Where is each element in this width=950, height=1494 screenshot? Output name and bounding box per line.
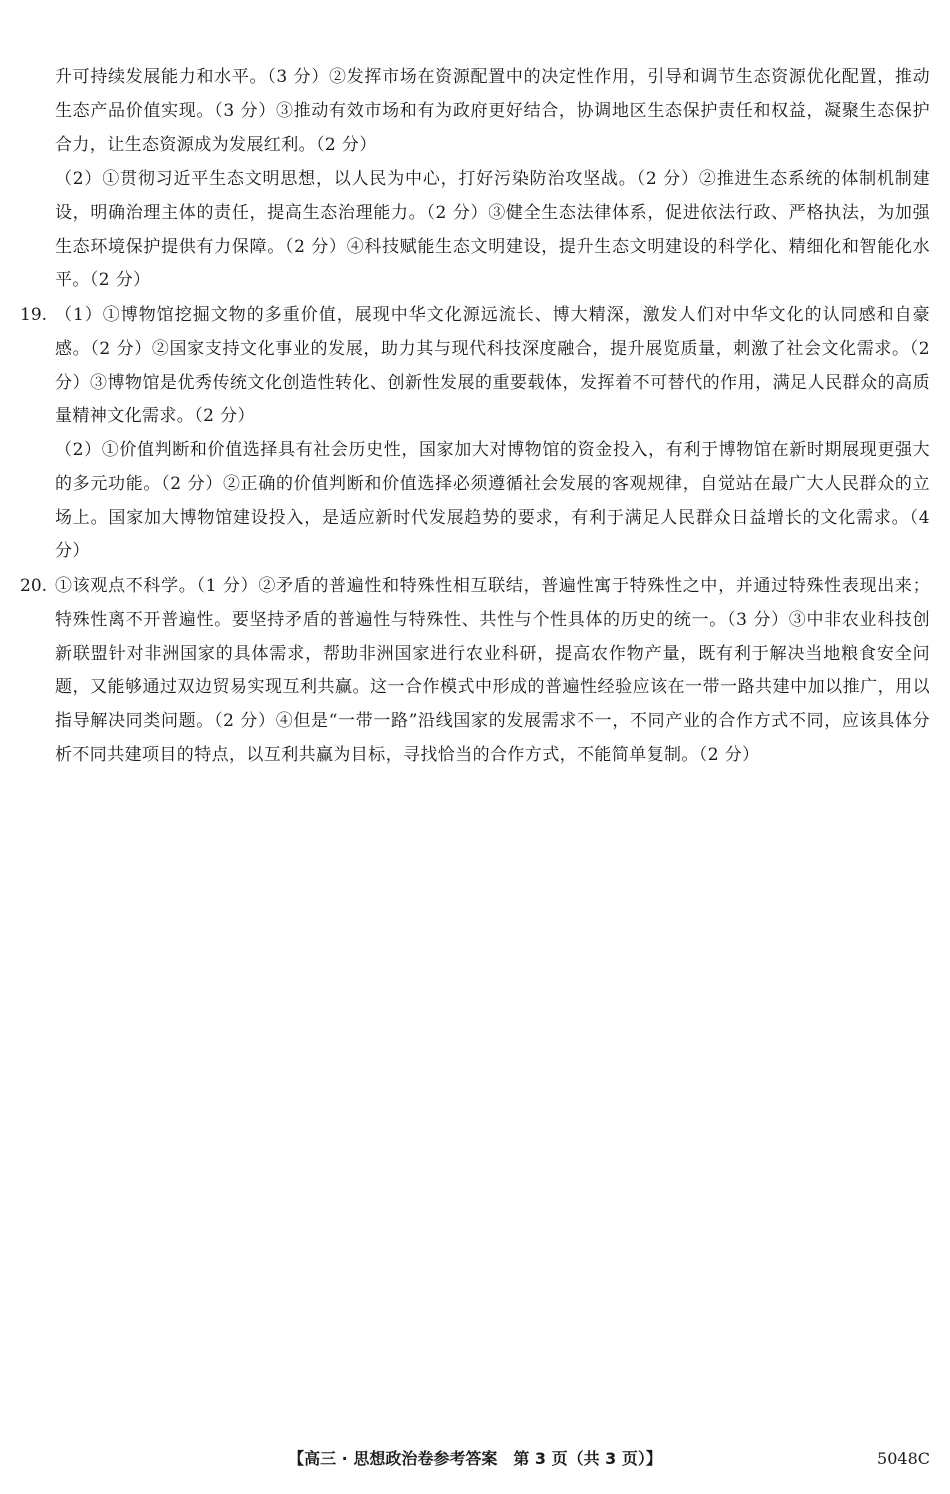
page-footer-title: 【高三 · 思想政治卷参考答案 第 3 页（共 3 页）】	[288, 1449, 662, 1468]
q19-part2: （2）①价值判断和价值选择具有社会历史性，国家加大对博物馆的资金投入，有利于博物馆在新时期展现更强大的多元功能。（2 分）②正确的价值判断和价值选择必须遵循社会发展的客观规律，自觉站在最广大人民群众的立场上。国家加大博物馆建设投入，是适应新时代发展趋势的要求，有利于满足人民群众日益增长的文化需求。（4 分）	[55, 440, 930, 562]
q20-number: 20.	[20, 576, 48, 596]
page-footer-code: 5048C	[877, 1449, 930, 1468]
q18-part2: （2）①贯彻习近平生态文明思想，以人民为中心，打好污染防治攻坚战。（2 分）②推进生态系统的体制机制建设，明确治理主体的责任，提高生态治理能力。（2 分）③健全生态法律体系，促进依法行政、严格执法，为加强生态环境保护提供有力保障。（2 分）④科技赋能生态文明建设，提升生态文明建设的科学化、精细化和智能化水平。（2 分）	[55, 169, 930, 291]
q19-part1: （1）①博物馆挖掘文物的多重价值，展现中华文化源远流长、博大精深，激发人们对中华文化的认同感和自豪感。（2 分）②国家支持文化事业的发展，助力其与现代科技深度融合，提升展览质量，刺激了社会文化需求。（2 分）③博物馆是优秀传统文化创造性转化、创新性发展的重要载体，发挥着不可替代的作用，满足人民群众的高质量精神文化需求。（2 分）	[55, 305, 930, 427]
q18-part1-continuation: 升可持续发展能力和水平。（3 分）②发挥市场在资源配置中的决定性作用，引导和调节生态资源优化配置，推动生态产品价值实现。（3 分）③推动有效市场和有为政府更好结合，协调地区生态保护责任和权益，凝聚生态保护合力，让生态资源成为发展红利。（2 分）	[55, 67, 930, 155]
q19-number: 19.	[20, 305, 48, 325]
q20-answer: ①该观点不科学。（1 分）②矛盾的普遍性和特殊性相互联结，普遍性寓于特殊性之中，并通过特殊性表现出来；特殊性离不开普遍性。要坚持矛盾的普遍性与特殊性、共性与个性具体的历史的统一。（3 分）③中非农业科技创新联盟针对非洲国家的具体需求，帮助非洲国家进行农业科研，提高农作物产量，既有利于解决当地粮食安全问题，又能够通过双边贸易实现互利共赢。这一合作模式中形成的普遍性经验应该在一带一路共建中加以推广，用以指导解决同类问题。（2 分）④但是“一带一路”沿线国家的发展需求不一，不同产业的合作方式不同，应该具体分析不同共建项目的特点，以互利共赢为目标，寻找恰当的合作方式，不能简单复制。（2 分）	[55, 576, 930, 765]
